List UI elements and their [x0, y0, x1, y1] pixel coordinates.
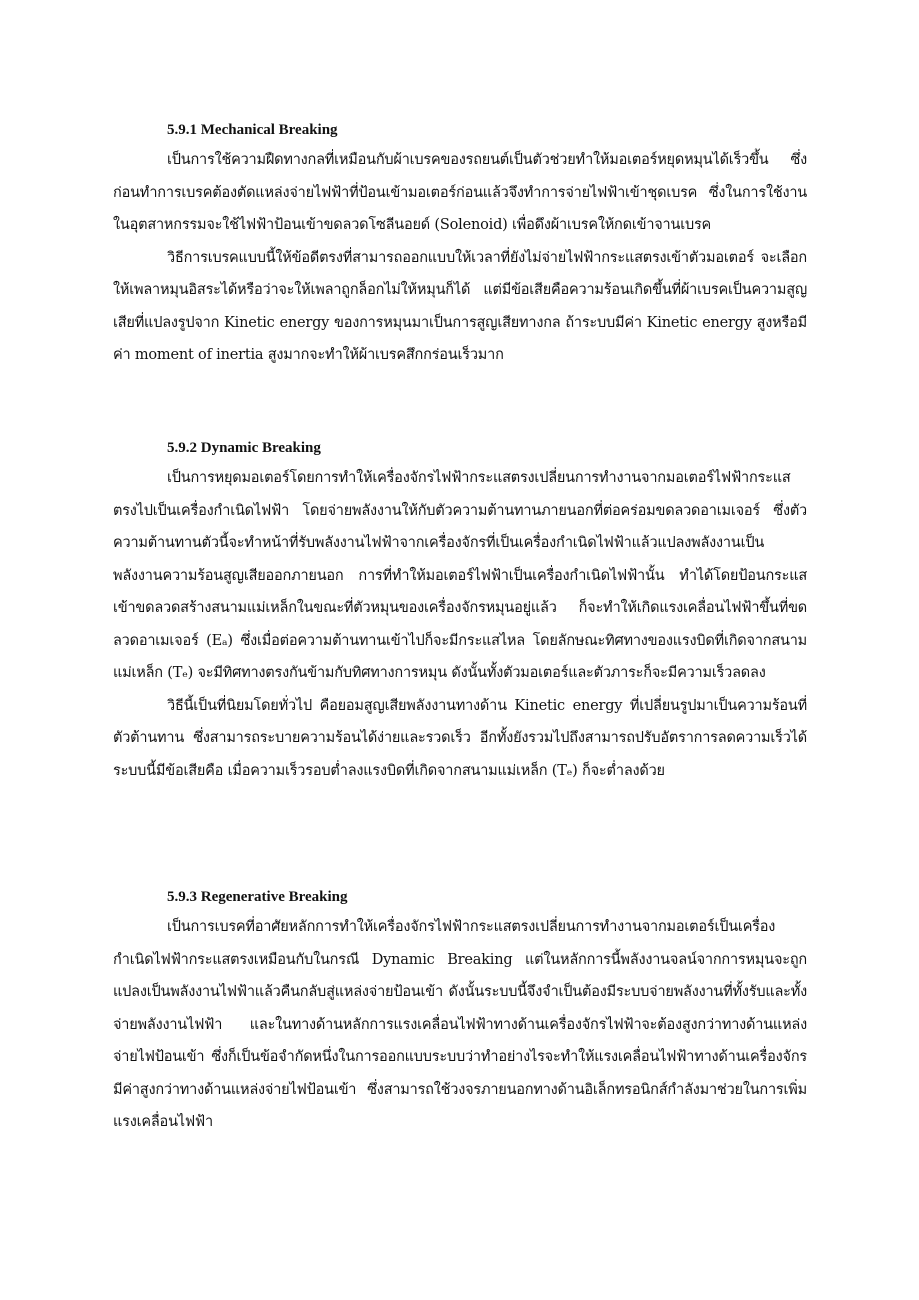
section-heading: 5.9.3 Regenerative Breaking	[167, 889, 348, 905]
section-mechanical-breaking	[113, 120, 807, 372]
paragraph: เป็นการเบรคที่อาศัยหลักการทำให้เครื่องจักรไฟฟ้ากระแสตรงเปลี่ยนการทำงานจากมอเตอร์เป็นเครื่องกำเนิดไฟฟ้ากระแสตรงเหมือนกับในกรณี Dynamic Breaking แต่ในหลักการนี้พลังงานจลน์จากการหมุนจะถูกแปลงเป็นพลังงานไฟฟ้าแล้วคืนกลับสู่แหล่งจ่ายป้อนเข้า ดังนั้นระบบนี้จึงจำเป็นต้องมีระบบจ่ายพลังงานที่ทั้งรับและทั้งจ่ายพลังงานไฟฟ้า และในทางด้านหลักการแรงเคลื่อนไฟฟ้าทางด้านเครื่องจักรไฟฟ้าจะต้องสูงกว่าทางด้านแหล่งจ่ายไฟป้อนเข้า ซึ่งก็เป็นข้อจำกัดหนึ่งในการออกแบบระบบว่าทำอย่างไรจะทำให้แรงเคลื่อนไฟฟ้าทางด้านเครื่องจักรมีค่าสูงกว่าทางด้านแหล่งจ่ายไฟป้อนเข้า ซึ่งสามารถใช้วงจรภายนอกทางด้านอิเล็กทรอนิกส์กำลังมาช่วยในการเพิ่มแรงเคลื่อนไฟฟ้า	[113, 919, 807, 1130]
section-dynamic-breaking	[113, 438, 807, 787]
paragraph: เป็นการใช้ความฝืดทางกลที่เหมือนกับผ้าเบรคของรถยนต์เป็นตัวช่วยทำให้มอเตอร์หยุดหมุนได้เร็วขึ้น ซึ่งก่อนทำการเบรคต้องตัดแหล่งจ่ายไฟฟ้าที่ป้อนเข้ามอเตอร์ก่อนแล้วจึงทำการจ่ายไฟฟ้าเข้าชุดเบรค ซึ่งในการใช้งานในอุตสาหกรรมจะใช้ไฟฟ้าป้อนเข้าขดลวดโซลีนอยด์ (Solenoid) เพื่อดึงผ้าเบรคให้กดเข้าจานเบรค	[113, 152, 807, 233]
paragraph: วิธีการเบรคแบบนี้ให้ข้อดีตรงที่สามารถออกแบบให้เวลาที่ยังไม่จ่ายไฟฟ้ากระแสตรงเข้าตัวมอเตอร์ จะเลือกให้เพลาหมุนอิสระได้หรือว่าจะให้เพลาถูกล็อกไม่ให้หมุนก็ได้ แต่มีข้อเสียคือความร้อนเกิดขึ้นที่ผ้าเบรคเป็นความสูญเสียที่แปลงรูปจาก Kinetic energy ของการหมุนมาเป็นการสูญเสียทางกล ถ้าระบบมีค่า Kinetic energy สูงหรือมีค่า moment of inertia สูงมากจะทำให้ผ้าเบรคสึกกร่อนเร็วมาก	[113, 249, 807, 363]
paragraph: เป็นการหยุดมอเตอร์โดยการทำให้เครื่องจักรไฟฟ้ากระแสตรงเปลี่ยนการทำงานจากมอเตอร์ไฟฟ้ากระแสตรงไปเป็นเครื่องกำเนิดไฟฟ้า โดยจ่ายพลังงานให้กับตัวความต้านทานภายนอกที่ต่อคร่อมขดลวดอาเมเจอร์ ซึ่งตัวความต้านทานตัวนี้จะทำหน้าที่รับพลังงานไฟฟ้าจากเครื่องจักรที่เป็นเครื่องกำเนิดไฟฟ้าแล้วแปลงพลังงานเป็นพลังงานความร้อนสูญเสียออกภายนอก การที่ทำให้มอเตอร์ไฟฟ้าเป็นเครื่องกำเนิดไฟฟ้านั้น ทำได้โดยป้อนกระแสเข้าขดลวดสร้างสนามแม่เหล็กในขณะที่ตัวหมุนของเครื่องจักรหมุนอยู่แล้ว ก็จะทำให้เกิดแรงเคลื่อนไฟฟ้าขึ้นที่ขดลวดอาเมเจอร์ (Eₐ) ซึ่งเมื่อต่อความต้านทานเข้าไปก็จะมีกระแสไหล โดยลักษณะทิศทางของแรงบิดที่เกิดจากสนามแม่เหล็ก (Tₑ) จะมีทิศทางตรงกันข้ามกับทิศทางการหมุน ดังนั้นทั้งตัวมอเตอร์และตัวภาระก็จะมีความเร็วลดลง	[113, 470, 807, 681]
section-heading: 5.9.1 Mechanical Breaking	[167, 122, 338, 138]
section-regenerative-breaking	[113, 887, 807, 1139]
section-heading: 5.9.2 Dynamic Breaking	[167, 440, 321, 456]
paragraph: วิธีนี้เป็นที่นิยมโดยทั่วไป คือยอมสูญเสียพลังงานทางด้าน Kinetic energy ที่เปลี่ยนรูปมาเป็นความร้อนที่ตัวต้านทาน ซึ่งสามารถระบายความร้อนได้ง่ายและรวดเร็ว อีกทั้งยังรวมไปถึงสามารถปรับอัตราการลดความเร็วได้ ระบบนี้มีข้อเสียคือ เมื่อความเร็วรอบต่ำลงแรงบิดที่เกิดจากสนามแม่เหล็ก (Tₑ) ก็จะต่ำลงด้วย	[113, 697, 807, 779]
